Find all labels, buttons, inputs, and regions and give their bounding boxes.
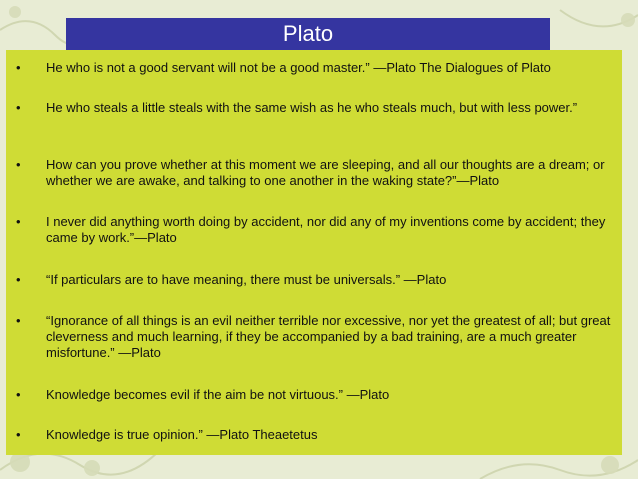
quote-text: I never did anything worth doing by accident, nor did any of my inventions come by accident; they came by work.”—Plato [46,214,606,245]
bullet-icon: • [16,427,21,442]
slide-title: Plato [66,18,550,50]
quote-text: Knowledge becomes evil if the aim be not virtuous.” —Plato [46,387,390,402]
bullet-icon: • [16,100,21,115]
quote-text: Knowledge is true opinion.” —Plato Theaetetus [46,427,318,442]
bullet-icon: • [16,157,21,172]
bullet-icon: • [16,387,21,402]
quote-text: How can you prove whether at this moment we are sleeping, and all our thoughts are a dream; or whether we are awake, and talking to one another in the waking state?”—Plato [46,157,605,188]
content-panel [6,50,622,455]
quote-text: He who steals a little steals with the same wish as he who steals much, but with less power.” [46,100,578,115]
bullet-icon: • [16,272,21,287]
quote-text: “Ignorance of all things is an evil neither terrible nor excessive, nor yet the greatest of all; but great cleverness and much learning, if they be accompanied by a bad training, are a much greater misfortune.” —Plato [46,313,611,360]
bullet-icon: • [16,214,21,229]
bullet-icon: • [16,313,21,328]
quote-text: “If particulars are to have meaning, there must be universals.” —Plato [46,272,447,287]
quote-text: He who is not a good servant will not be a good master.” —Plato The Dialogues of Plato [46,60,551,75]
bullet-icon: • [16,60,21,75]
